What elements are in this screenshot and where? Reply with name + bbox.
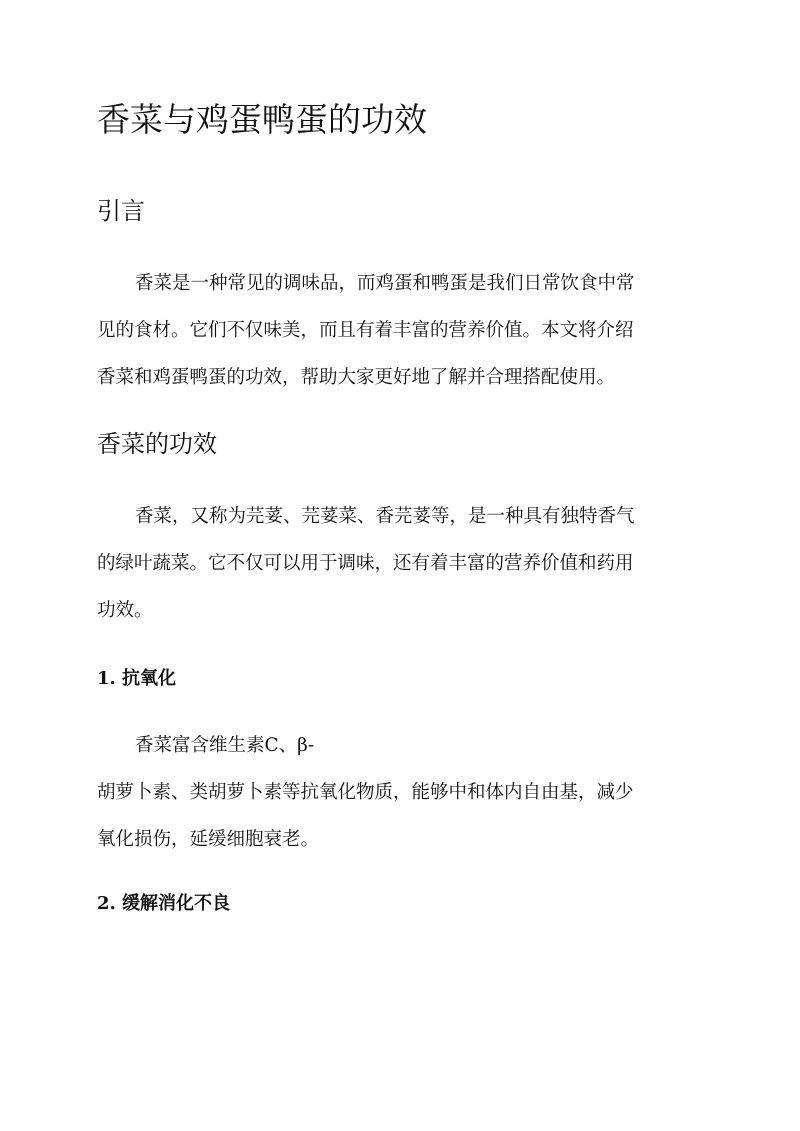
paragraph-line: 胡萝卜素、类胡萝卜素等抗氧化物质，能够中和体内自由基，减少: [97, 782, 634, 803]
paragraph-line: 功效。: [97, 600, 153, 621]
subsection-heading-antioxidant: 1. 抗氧化: [97, 668, 177, 689]
subsection-heading-digestion: 2. 缓解消化不良: [97, 893, 231, 914]
paragraph-line: 氧化损伤，延缓细胞衰老。: [97, 829, 320, 850]
section-heading-coriander-benefits: 香菜的功效: [97, 430, 217, 458]
subsection-paragraph-antioxidant: [97, 722, 705, 863]
section-heading-introduction: 引言: [97, 197, 145, 225]
paragraph-line: 香菜，又称为芫荽、芫荽菜、香芫荽等，是一种具有独特香气: [135, 506, 635, 527]
paragraph-line: 香菜和鸡蛋鸭蛋的功效，帮助大家更好地了解并合理搭配使用。: [97, 367, 616, 388]
paragraph-line: 见的食材。它们不仅味美，而且有着丰富的营养价值。本文将介绍: [97, 320, 634, 341]
section-paragraph-introduction: [97, 260, 705, 401]
paragraph-line: 香菜是一种常见的调味品，而鸡蛋和鸭蛋是我们日常饮食中常: [135, 273, 635, 294]
section-paragraph-coriander-benefits: [97, 493, 705, 634]
paragraph-line: 香菜富含维生素C、β-: [135, 735, 315, 756]
document-title: 香菜与鸡蛋鸭蛋的功效: [97, 100, 427, 139]
paragraph-line: 的绿叶蔬菜。它不仅可以用于调味，还有着丰富的营养价值和药用: [97, 553, 634, 574]
